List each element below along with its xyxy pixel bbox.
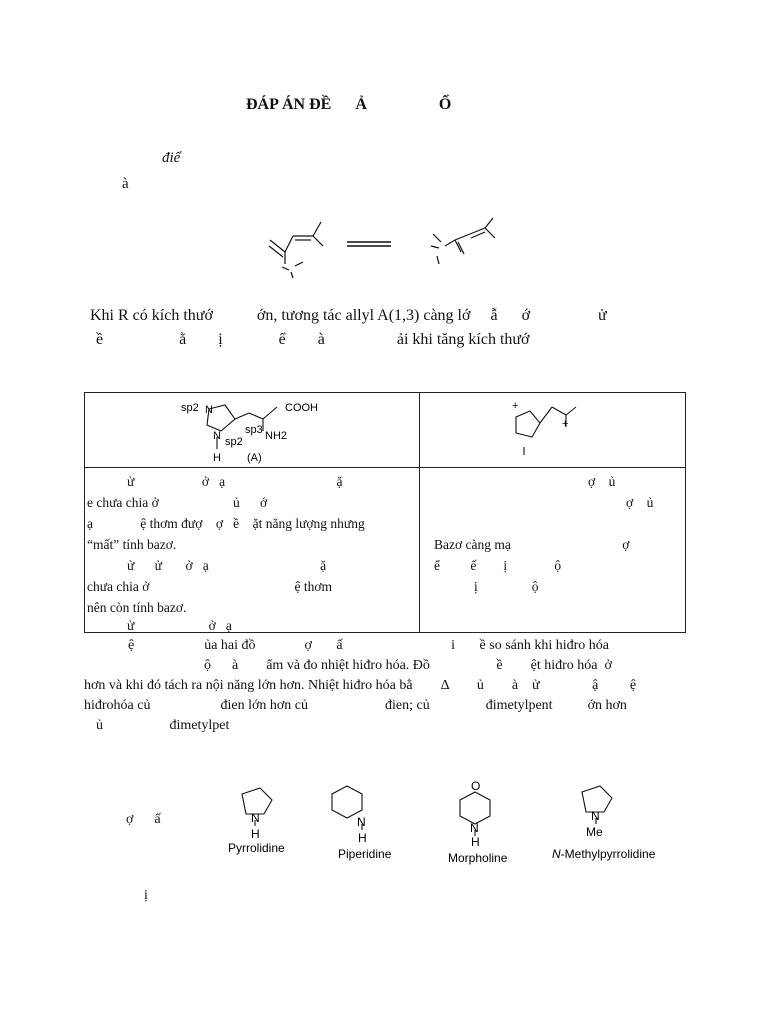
name-rest: -Methylpyrrolidine <box>560 847 656 861</box>
pyrrolidine-h: H <box>251 827 260 841</box>
pyrrolidine-name: Pyrrolidine <box>228 841 285 855</box>
left-line-6: chưa chia ở ệ thơm <box>87 579 333 594</box>
n-atom: N <box>205 404 213 416</box>
hydro-line-4: hiđrohóa củ đien lớn hơn củ đien; củ đimetylpent ớn hơn <box>84 698 627 713</box>
hydro-line-3: hơn và khi đó tách ra nội năng lớn hơn. Nhiệt hiđro hóa bằ Δ ủ à ử ậ ệ <box>84 678 637 693</box>
cation-structure <box>420 393 686 468</box>
right-line-1: ợ ủ <box>588 474 616 489</box>
table-cell-right-text <box>420 468 686 633</box>
bond <box>540 407 552 423</box>
intro-line-1: điể <box>162 150 181 166</box>
amines-structures <box>220 780 680 870</box>
methylpyrrolidine-n: N <box>591 809 600 823</box>
histidine-structure <box>85 393 419 468</box>
bond <box>313 236 323 246</box>
left-line-5: ử ử ở ạ ặ <box>127 558 327 573</box>
left-line-7: nên còn tính bazơ. <box>87 600 187 615</box>
bond <box>249 413 263 419</box>
right-line-3: Bazơ càng mạ ợ <box>434 537 630 552</box>
bond <box>269 246 283 257</box>
bond <box>566 407 576 415</box>
table-cell-histidine <box>85 393 420 468</box>
bond <box>235 413 249 419</box>
sp2-label: sp2 <box>181 402 199 414</box>
cooh-label: COOH <box>285 402 318 414</box>
comparison-table <box>84 392 686 633</box>
allyl-line-1: Khi R có kích thướ ớn, tương tác allyl A(1,3) càng lớ ẫ ớ ử <box>90 307 607 324</box>
bond <box>552 407 566 415</box>
dash <box>282 267 289 270</box>
plus-sign: + <box>512 400 519 412</box>
amines-label: ợ ấ <box>126 812 161 827</box>
hydro-line-2: ộ à ẩm và đo nhiệt hiđro hóa. Đồ ề ệt hiđro hóa ở <box>204 658 612 673</box>
dash <box>433 234 441 242</box>
hydro-line-1: ệ ủa hai đồ ợ ấ i ề so sánh khi hiđro hóa <box>128 638 610 653</box>
left-line-8: ử ở ạ <box>127 618 232 633</box>
morpholine-n: N <box>470 821 479 835</box>
morpholine-ring <box>460 792 490 824</box>
morpholine-h: H <box>471 835 480 849</box>
right-line-5: ị ộ <box>474 579 539 594</box>
piperidine-ring <box>332 786 362 818</box>
ring <box>516 411 540 437</box>
equilibrium-diagram <box>255 212 515 288</box>
left-line-1: ử ở ạ ặ <box>127 474 343 489</box>
morpholine-name: Morpholine <box>448 851 508 865</box>
left-line-3: ạ ệ thơm đượ ợ ề ặt năng lượng nhưng <box>87 516 365 531</box>
dash <box>291 272 293 278</box>
piperidine-h: H <box>358 831 367 845</box>
methylpyrrolidine-name <box>552 847 656 861</box>
bond <box>285 236 293 252</box>
left-line-2: e chưa chia ở ủ ớ <box>87 495 268 510</box>
piperidine-n: N <box>357 815 366 829</box>
n-atom: N <box>213 430 221 442</box>
bond <box>263 407 277 419</box>
dash <box>431 246 439 248</box>
n-prefix: N <box>552 847 561 861</box>
bond <box>485 228 495 238</box>
footer-char: ị <box>144 888 148 903</box>
bond <box>270 240 285 252</box>
morpholine-o: O <box>471 780 481 793</box>
left-line-4: “mất” tính bazơ. <box>87 537 177 552</box>
pyrrolidine-n: N <box>251 811 260 825</box>
sp3-label: sp3 <box>245 424 263 436</box>
hydro-line-5: ủ đimetylpet <box>96 718 230 733</box>
compound-label-a: (A) <box>247 452 262 464</box>
right-line-2: ợ ủ <box>626 495 654 510</box>
table-cell-left-text <box>85 468 420 633</box>
nh2-label: NH2 <box>265 430 288 442</box>
h-atom: H <box>213 452 221 464</box>
table-cell-cation <box>420 393 686 468</box>
bond <box>455 234 470 240</box>
bond <box>445 240 455 246</box>
dash <box>295 262 303 266</box>
dash <box>437 256 439 264</box>
methylpyrrolidine-me: Me <box>586 825 603 839</box>
plus-sign: + <box>562 418 569 430</box>
bond <box>313 222 321 236</box>
piperidine-name: Piperidine <box>338 847 392 861</box>
sp2-label: sp2 <box>225 436 243 448</box>
page-title: ĐÁP ÁN ĐỀ Ả Ổ <box>246 96 452 113</box>
right-line-4: ể ế ị ộ <box>434 558 562 573</box>
intro-line-2: à <box>122 176 129 192</box>
allyl-line-2: ề ằ ị ể à ải khi tăng kích thướ <box>96 331 530 348</box>
bond <box>485 218 493 228</box>
